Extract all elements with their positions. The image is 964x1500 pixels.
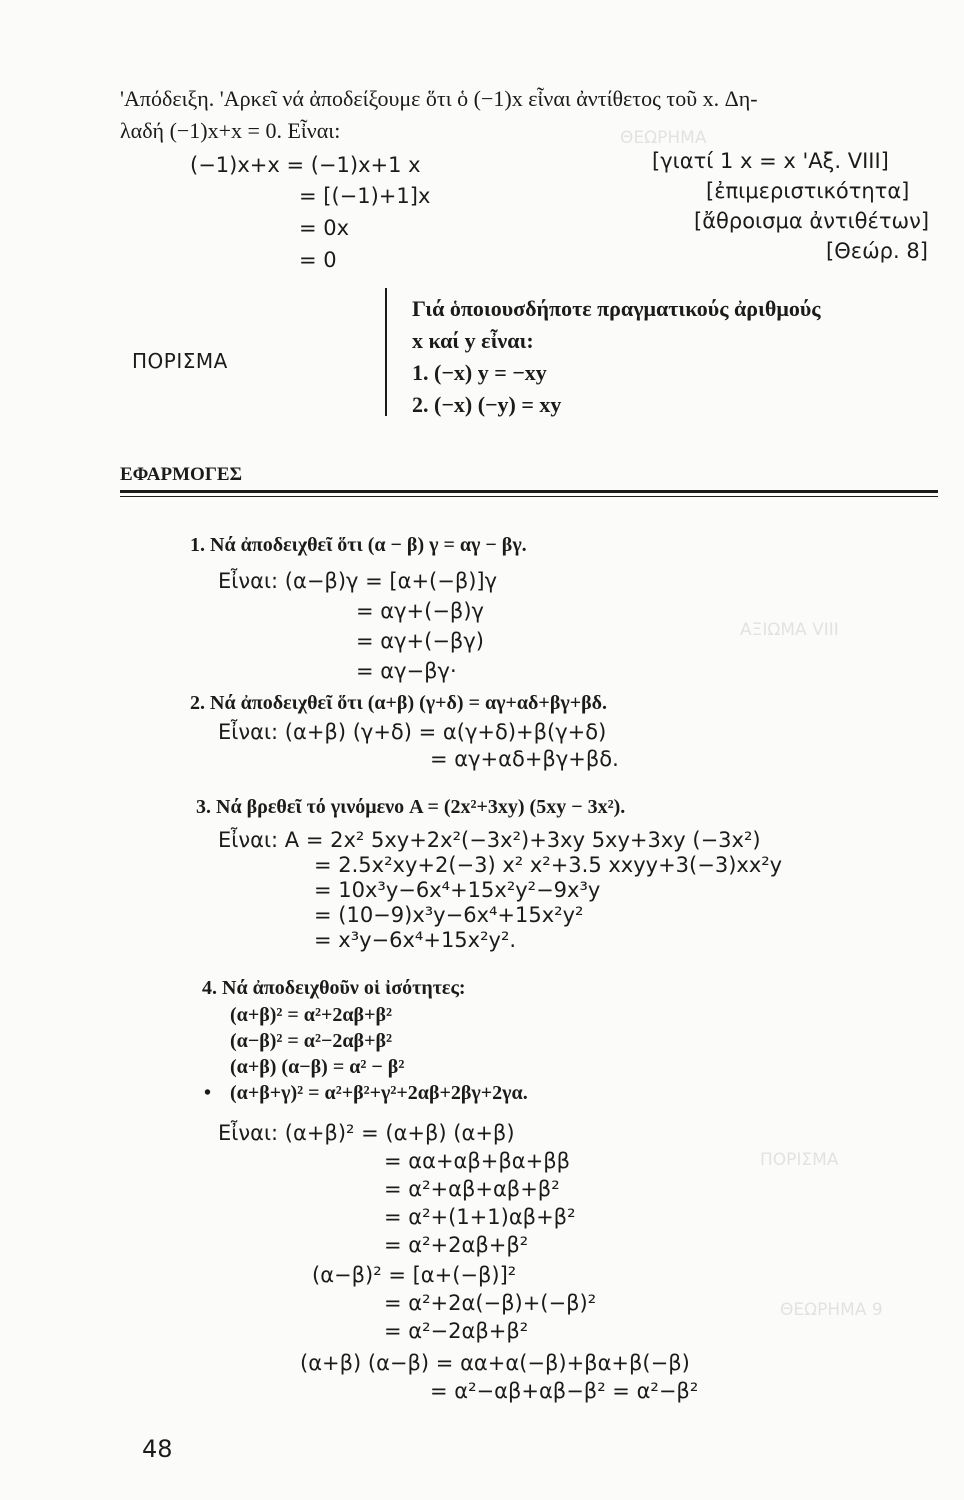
bleed-through-text: ΘΕΩΡΗΜΑ bbox=[620, 128, 707, 148]
porisma-line-2: x καί y εἶναι: bbox=[412, 328, 534, 353]
example-4-line: = α²+2αβ+β² bbox=[384, 1233, 529, 1257]
bleed-through-text: ΑΞΙΩΜΑ VIII bbox=[740, 620, 839, 640]
proof-step-reason: [γιατί 1 x = x 'Αξ. VIII] bbox=[652, 149, 889, 173]
example-2-line: Εἶναι: (α+β) (γ+δ) = α(γ+δ)+β(γ+δ) bbox=[218, 720, 607, 744]
proof-step-reason: [Θεώρ. 8] bbox=[826, 239, 928, 263]
porisma-item-2: 2. (−x) (−y) = xy bbox=[412, 392, 562, 417]
example-2-title: 2. Νά ἀποδειχθεῖ ὅτι (α+β) (γ+δ) = αγ+αδ+βγ+βδ. bbox=[190, 692, 608, 714]
example-3-line: = 10x³y−6x⁴+15x²y²−9x³y bbox=[314, 878, 601, 902]
page-number: 48 bbox=[142, 1435, 173, 1463]
proof-step-expr: (−1)x+x = (−1)x+1 x bbox=[190, 153, 421, 177]
bleed-through-text: ΠΟΡΙΣΜΑ bbox=[760, 1150, 839, 1170]
proof-step-reason: [ἐπιμεριστικότητα] bbox=[706, 179, 910, 203]
example-4-identity: (α+β)² = α²+2αβ+β² bbox=[230, 1004, 392, 1026]
example-1-line: = αγ+(−β)γ bbox=[356, 599, 484, 623]
example-4-line: (α+β) (α−β) = αα+α(−β)+βα+β(−β) bbox=[300, 1351, 690, 1375]
proof-step-expr: = 0x bbox=[299, 216, 350, 240]
example-3-line: Εἶναι: A = 2x² 5xy+2x²(−3x²)+3xy 5xy+3xy (−3x²) bbox=[218, 828, 761, 852]
example-1-line: = αγ−βγ· bbox=[356, 659, 457, 683]
proof-line-2: λαδή (−1)x+x = 0. Εἶναι: bbox=[120, 118, 341, 143]
example-1-line: Εἶναι: (α−β)γ = [α+(−β)]γ bbox=[218, 569, 498, 593]
heading-rule-thick bbox=[120, 490, 938, 493]
applications-heading: ΕΦΑΡΜΟΓΕΣ bbox=[120, 464, 242, 485]
example-4-title: 4. Νά ἀποδειχθοῦν οἱ ἰσότητες: bbox=[202, 977, 466, 999]
example-4-line: (α−β)² = [α+(−β)]² bbox=[312, 1263, 517, 1287]
example-4-identity: (α−β)² = α²−2αβ+β² bbox=[230, 1030, 392, 1052]
porisma-label: ΠΟΡΙΣΜΑ bbox=[132, 349, 228, 373]
example-1-title: 1. Νά ἀποδειχθεῖ ὅτι (α − β) γ = αγ − βγ. bbox=[190, 534, 527, 556]
porisma-divider bbox=[385, 288, 387, 416]
example-4-line: = α²−2αβ+β² bbox=[384, 1319, 529, 1343]
example-4-identity: (α+β+γ)² = α²+β²+γ²+2αβ+2βγ+2γα. bbox=[230, 1082, 528, 1104]
porisma-item-1: 1. (−x) y = −xy bbox=[412, 360, 547, 385]
porisma-line-1: Γιά ὁποιουσδήποτε πραγματικούς ἀριθμούς bbox=[412, 296, 821, 321]
example-4-line: = α²+2α(−β)+(−β)² bbox=[384, 1291, 597, 1315]
bleed-through-text: ΘΕΩΡΗΜΑ 9 bbox=[780, 1300, 883, 1320]
example-4-line: = α²+αβ+αβ+β² bbox=[384, 1177, 560, 1201]
proof-step-expr: = [(−1)+1]x bbox=[299, 184, 431, 208]
bullet-dot: • bbox=[204, 1082, 212, 1104]
example-2-line: = αγ+αδ+βγ+βδ. bbox=[430, 747, 619, 771]
proof-line-1: 'Απόδειξη. 'Αρκεῖ νά ἀποδείξουμε ὅτι ὁ (−1)x εἶναι ἀντίθετος τοῦ x. Δη- bbox=[120, 86, 758, 111]
proof-step-expr: = 0 bbox=[299, 248, 337, 272]
example-3-line: = (10−9)x³y−6x⁴+15x²y² bbox=[314, 903, 584, 927]
example-4-identity: (α+β) (α−β) = α² − β² bbox=[230, 1056, 405, 1078]
example-3-title: 3. Νά βρεθεῖ τό γινόμενο A = (2x²+3xy) (5xy − 3x²). bbox=[196, 796, 626, 818]
example-4-line: = αα+αβ+βα+ββ bbox=[384, 1149, 571, 1173]
example-4-line: = α²+(1+1)αβ+β² bbox=[384, 1205, 576, 1229]
example-4-line: Εἶναι: (α+β)² = (α+β) (α+β) bbox=[218, 1121, 515, 1145]
example-3-line: = 2.5x²xy+2(−3) x² x²+3.5 xxyy+3(−3)xx²y bbox=[314, 853, 783, 877]
proof-step-reason: [ἄθροισμα ἀντιθέτων] bbox=[694, 209, 930, 233]
example-4-line: = α²−αβ+αβ−β² = α²−β² bbox=[430, 1379, 699, 1403]
heading-rule-thin bbox=[120, 496, 938, 497]
example-3-line: = x³y−6x⁴+15x²y². bbox=[314, 928, 517, 952]
example-1-line: = αγ+(−βγ) bbox=[356, 629, 484, 653]
